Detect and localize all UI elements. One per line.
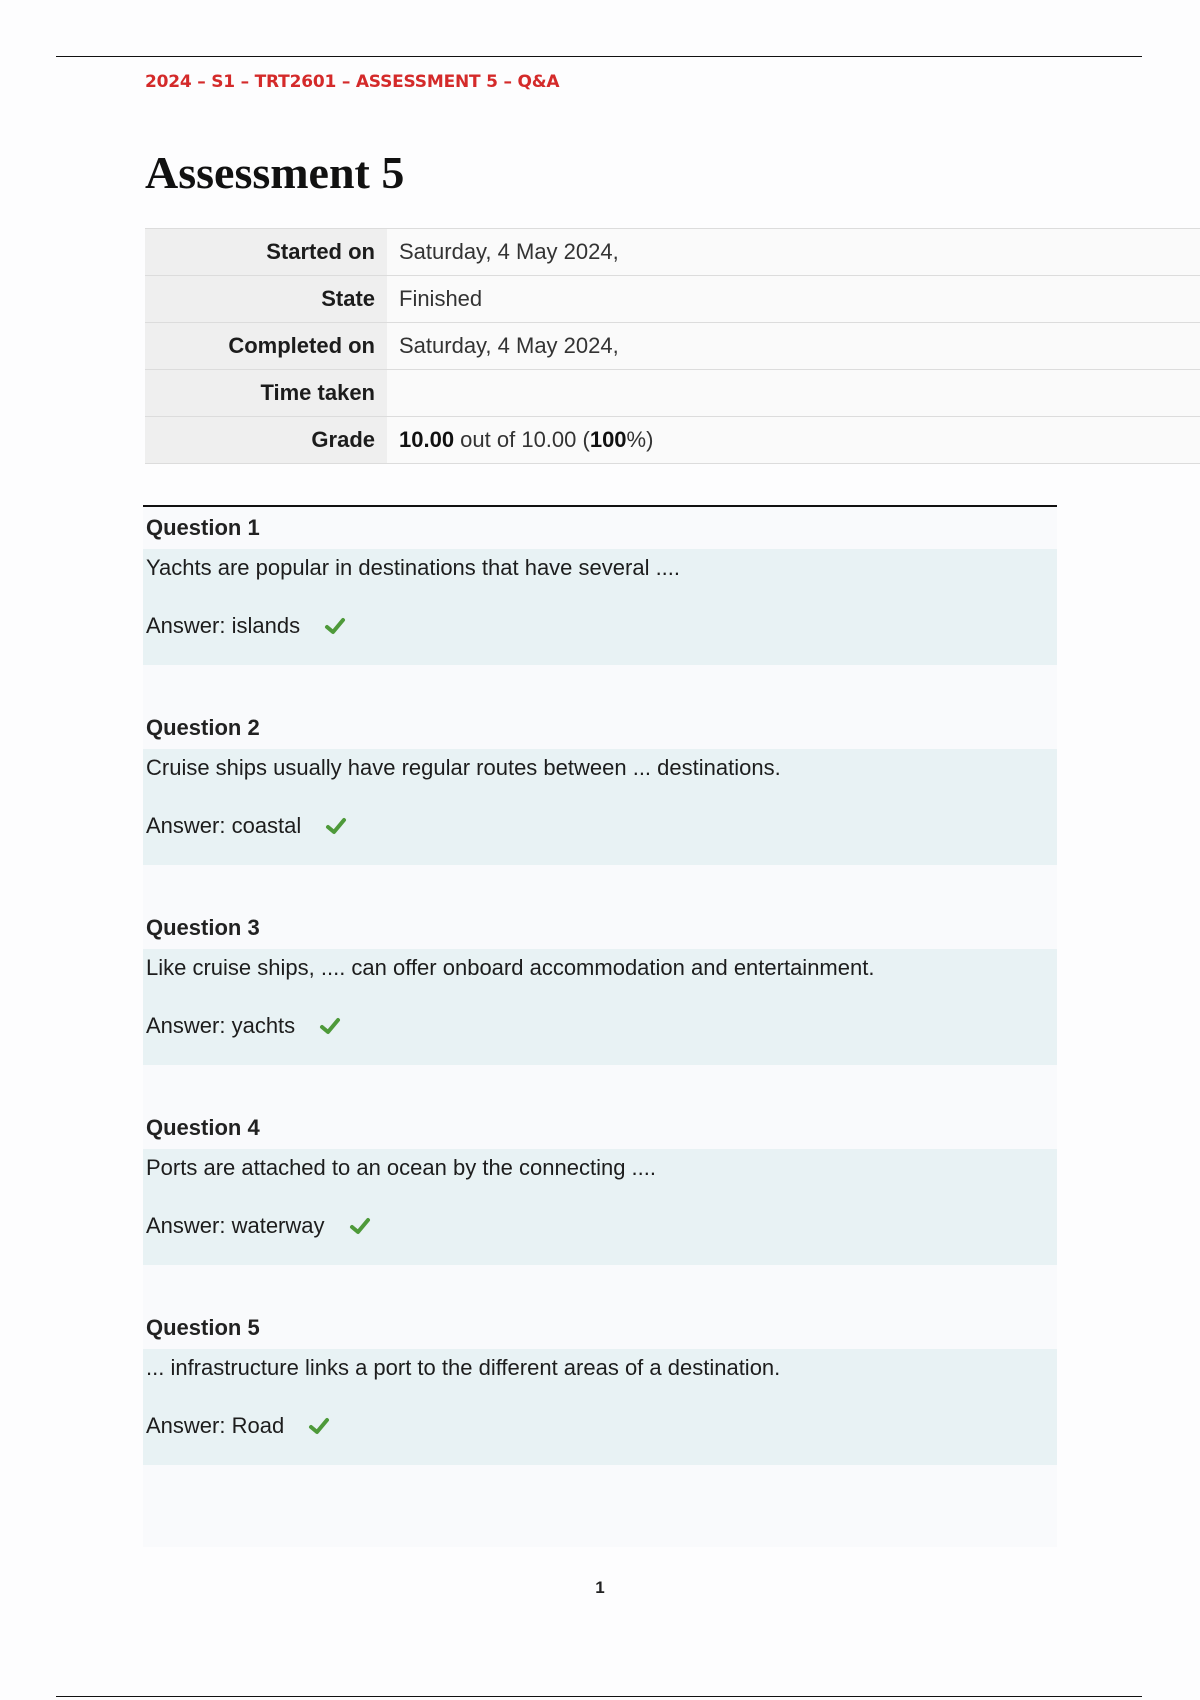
answer-row	[146, 1013, 1057, 1039]
question-heading: Question 5	[146, 1315, 260, 1340]
question-block	[143, 907, 1057, 1065]
answer-row	[146, 813, 1057, 839]
spacer	[143, 1065, 1057, 1107]
summary-row-grade	[145, 417, 1200, 464]
grade-percent: 100	[589, 427, 627, 452]
grade-percent-close: %)	[626, 427, 654, 452]
answer-row	[146, 1413, 1057, 1439]
summary-row-started	[145, 229, 1200, 276]
summary-label: Time taken	[145, 370, 387, 417]
grade-value	[387, 417, 1200, 464]
question-block	[143, 1307, 1057, 1465]
question-block	[143, 507, 1057, 665]
summary-label: Grade	[145, 417, 387, 464]
attempt-summary-table	[145, 228, 1200, 464]
answer-text: Answer: yachts	[146, 1013, 296, 1038]
question-block	[143, 1107, 1057, 1265]
answer-row	[146, 613, 1057, 639]
check-icon	[349, 1215, 371, 1237]
question-text: Like cruise ships, .... can offer onboard accommodation and entertainment.	[146, 955, 875, 980]
question-body	[143, 1149, 1057, 1265]
spacer	[143, 665, 1057, 707]
summary-label: State	[145, 276, 387, 323]
question-heading: Question 2	[146, 715, 260, 740]
question-text: ... infrastructure links a port to the different areas of a destination.	[146, 1355, 781, 1380]
question-block	[143, 707, 1057, 865]
spacer	[143, 865, 1057, 907]
question-body	[143, 949, 1057, 1065]
answer-text: Answer: coastal	[146, 813, 302, 838]
summary-value: Saturday, 4 May 2024,	[387, 229, 1200, 276]
summary-label: Completed on	[145, 323, 387, 370]
summary-row-state	[145, 276, 1200, 323]
summary-row-completed	[145, 323, 1200, 370]
spacer	[143, 1465, 1057, 1547]
bottom-rule	[56, 1696, 1142, 1697]
question-text: Ports are attached to an ocean by the connecting ....	[146, 1155, 656, 1180]
question-text: Yachts are popular in destinations that have several ....	[146, 555, 681, 580]
question-heading: Question 4	[146, 1115, 260, 1140]
spacer	[143, 1265, 1057, 1307]
question-list	[143, 505, 1057, 1547]
summary-value: Finished	[387, 276, 1200, 323]
question-text: Cruise ships usually have regular routes between ... destinations.	[146, 755, 781, 780]
page-title: Assessment 5	[145, 147, 405, 198]
page-number: 1	[595, 1578, 605, 1597]
question-body	[143, 749, 1057, 865]
question-body	[143, 549, 1057, 665]
summary-value	[387, 370, 1200, 417]
question-body	[143, 1349, 1057, 1465]
answer-row	[146, 1213, 1057, 1239]
check-icon	[308, 1415, 330, 1437]
question-heading: Question 1	[146, 515, 260, 540]
running-head: 2024 – S1 – TRT2601 – ASSESSMENT 5 – Q&A	[145, 72, 560, 92]
grade-out-of: out of 10.00 (	[454, 427, 590, 452]
check-icon	[324, 615, 346, 637]
summary-row-time-taken	[145, 370, 1200, 417]
summary-label: Started on	[145, 229, 387, 276]
check-icon	[319, 1015, 341, 1037]
check-icon	[325, 815, 347, 837]
answer-text: Answer: waterway	[146, 1213, 325, 1238]
question-heading: Question 3	[146, 915, 260, 940]
answer-text: Answer: Road	[146, 1413, 285, 1438]
top-rule	[56, 56, 1142, 57]
answer-text: Answer: islands	[146, 613, 301, 638]
grade-score: 10.00	[399, 427, 455, 452]
summary-value: Saturday, 4 May 2024,	[387, 323, 1200, 370]
